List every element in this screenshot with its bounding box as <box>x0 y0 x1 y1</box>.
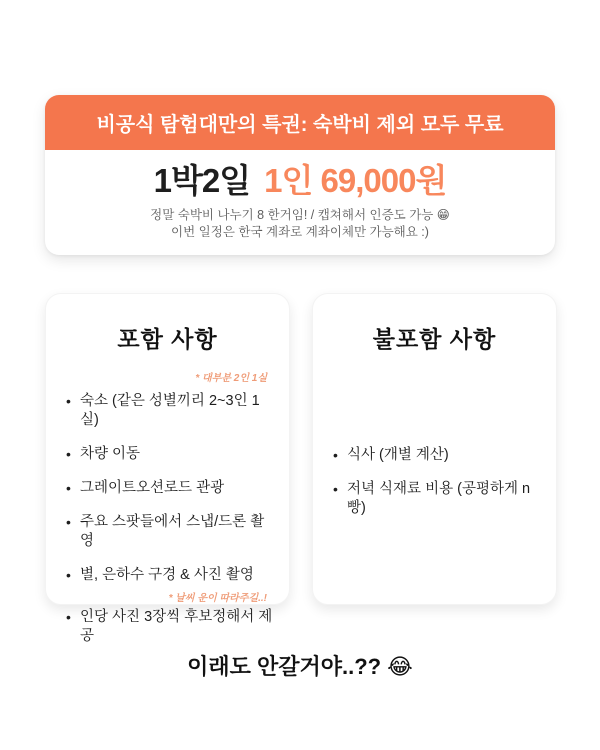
excluded-item <box>333 480 542 518</box>
included-item <box>66 566 275 585</box>
price-card <box>45 95 555 255</box>
bullet-icon: • <box>333 447 338 463</box>
bullet-icon: • <box>333 481 338 497</box>
included-item-label: 차량 이동 <box>80 446 141 462</box>
bullet-icon: • <box>66 446 71 462</box>
included-card <box>45 293 290 644</box>
excluded-title: 불포함 사항 <box>372 326 497 352</box>
included-item-label: 숙소 (같은 성별끼리 2~3인 1실) <box>80 393 260 428</box>
excluded-item <box>333 446 542 465</box>
price-note-line2: 이번 일정은 한국 계좌로 계좌이체만 가능해요 :) <box>171 225 429 239</box>
included-item-label: 별, 은하수 구경 & 사진 촬영 <box>80 567 254 583</box>
excluded-list <box>333 446 542 518</box>
excluded-item-label: 저녁 식재료 비용 (공평하게 n빵) <box>347 481 531 516</box>
bullet-icon: • <box>66 514 71 530</box>
price-note-line1: 정말 숙박비 나누기 8 한거임! / 캡쳐해서 인증도 가능 😁 <box>150 208 450 222</box>
bullet-icon: • <box>66 480 71 496</box>
included-item <box>66 513 275 551</box>
included-item-label: 주요 스팟들에서 스냅/드론 촬영 <box>80 514 265 549</box>
weather-note: * 날씨 운이 따라주길..! <box>168 593 267 604</box>
banner-title: 비공식 탐험대만의 특권: 숙박비 제외 모두 무료 <box>96 114 504 136</box>
bullet-icon: • <box>66 393 71 409</box>
included-item <box>66 608 275 646</box>
footer-cta: 이래도 안갈거야..?? 😂 <box>187 654 413 679</box>
excluded-item-label: 식사 (개별 계산) <box>347 447 449 463</box>
included-item <box>66 392 275 430</box>
duration-text: 1박2일 <box>153 162 251 199</box>
included-top-note: * 대부분 2인 1실 <box>195 373 267 384</box>
promo-banner <box>45 95 555 150</box>
price-text: 1인 69,000원 <box>264 162 447 199</box>
included-item-label: 그레이트오션로드 관광 <box>80 480 225 496</box>
included-item-label: 인당 사진 3장씩 후보정해서 제공 <box>80 609 273 644</box>
included-item <box>66 445 275 464</box>
included-list <box>66 392 275 646</box>
excluded-card <box>312 293 557 605</box>
included-title: 포함 사항 <box>117 326 218 352</box>
price-line <box>45 161 555 201</box>
price-body <box>45 150 555 255</box>
price-notes <box>45 207 555 241</box>
bullet-icon: • <box>66 609 71 625</box>
included-item <box>66 479 275 498</box>
bullet-icon: • <box>66 567 71 583</box>
